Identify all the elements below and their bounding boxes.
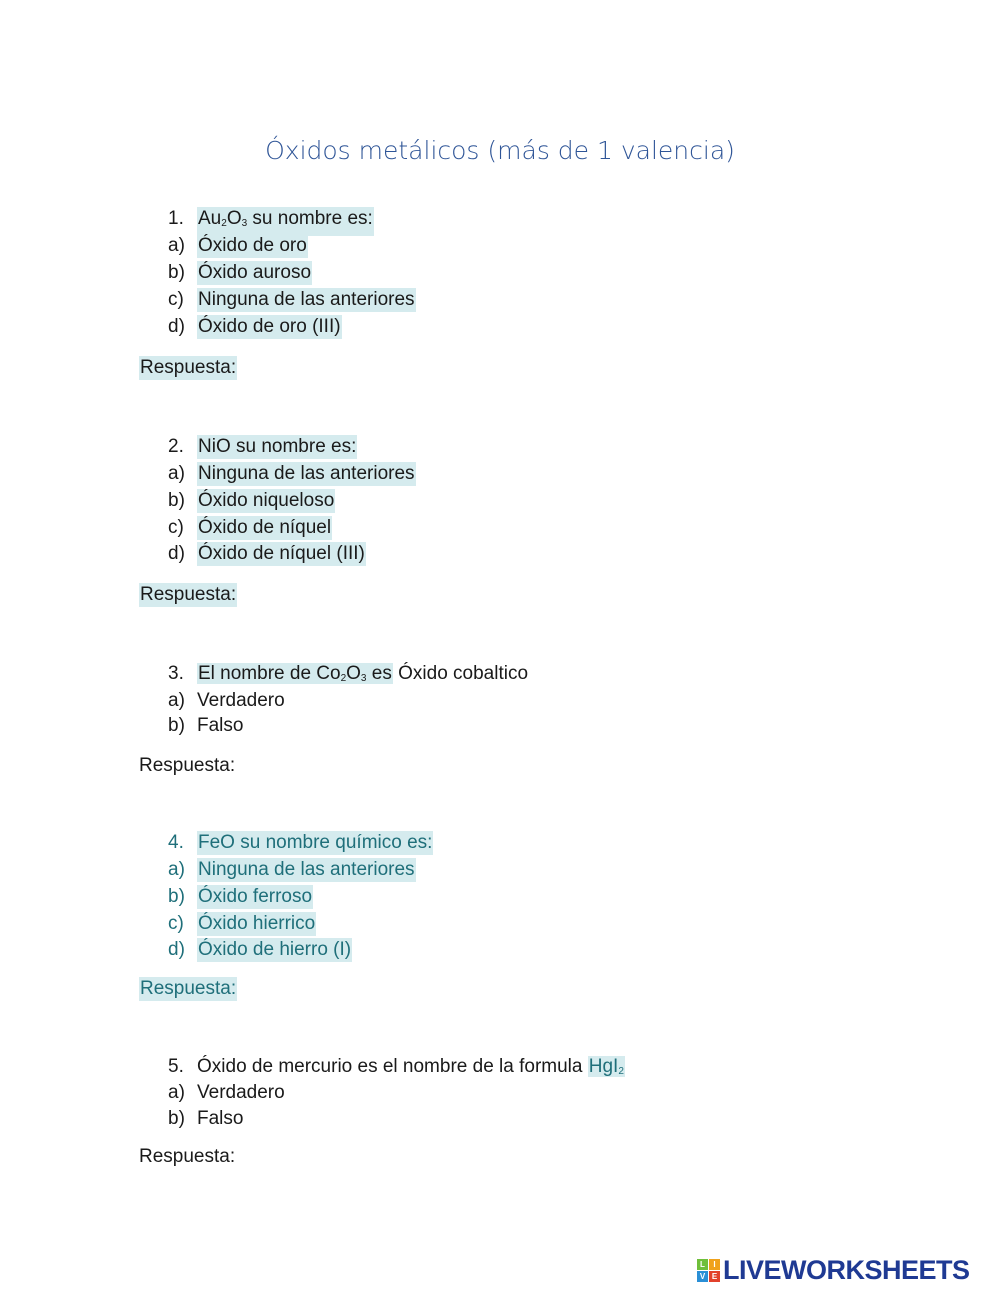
option-text: Óxido niqueloso <box>198 490 335 511</box>
answer-field[interactable]: Respuesta: <box>139 755 236 776</box>
question-number: 4. <box>168 832 184 853</box>
logo-icon: L I V E <box>697 1259 720 1282</box>
option-text: Verdadero <box>197 690 285 711</box>
option-text: Óxido de hierro (I) <box>198 939 352 960</box>
answer-field[interactable]: Respuesta: <box>140 584 237 605</box>
option-text: Óxido de níquel (III) <box>198 543 365 564</box>
option-text: Óxido de níquel <box>198 517 332 538</box>
question-text: Au2O3 su nombre es: <box>197 207 374 236</box>
option-text: Ninguna de las anteriores <box>198 463 415 484</box>
question-text: NiO su nombre es: <box>198 436 357 457</box>
option-text: Verdadero <box>197 1082 285 1103</box>
question-number: 3. <box>168 663 184 684</box>
answer-field[interactable]: Respuesta: <box>140 357 237 378</box>
option-text: Óxido de oro (III) <box>198 316 341 337</box>
answer-field[interactable]: Respuesta: <box>140 978 237 999</box>
page-title: Óxidos metálicos (más de 1 valencia) <box>265 136 735 165</box>
option-text: Óxido ferroso <box>198 886 313 907</box>
question-text: FeO su nombre químico es: <box>198 832 433 853</box>
option-text: Óxido hierrico <box>198 913 316 934</box>
question-number: 5. <box>168 1056 184 1077</box>
option-text: Falso <box>197 1108 244 1129</box>
question-number: 1. <box>168 208 184 229</box>
option-text: Ninguna de las anteriores <box>198 859 415 880</box>
answer-field[interactable]: Respuesta: <box>139 1146 236 1167</box>
liveworksheets-logo <box>697 1255 970 1285</box>
option-text: Ninguna de las anteriores <box>198 289 415 310</box>
logo-text: LIVEWORKSHEETS <box>723 1254 970 1285</box>
option-text: Óxido auroso <box>198 262 312 283</box>
option-text: Falso <box>197 715 244 736</box>
question-text: El nombre de Co2O3 es Óxido cobaltico <box>198 663 529 684</box>
option-text: Óxido de oro <box>198 235 307 256</box>
question-text: Óxido de mercurio es el nombre de la formula HgI2 <box>197 1056 624 1077</box>
question-number: 2. <box>168 436 184 457</box>
